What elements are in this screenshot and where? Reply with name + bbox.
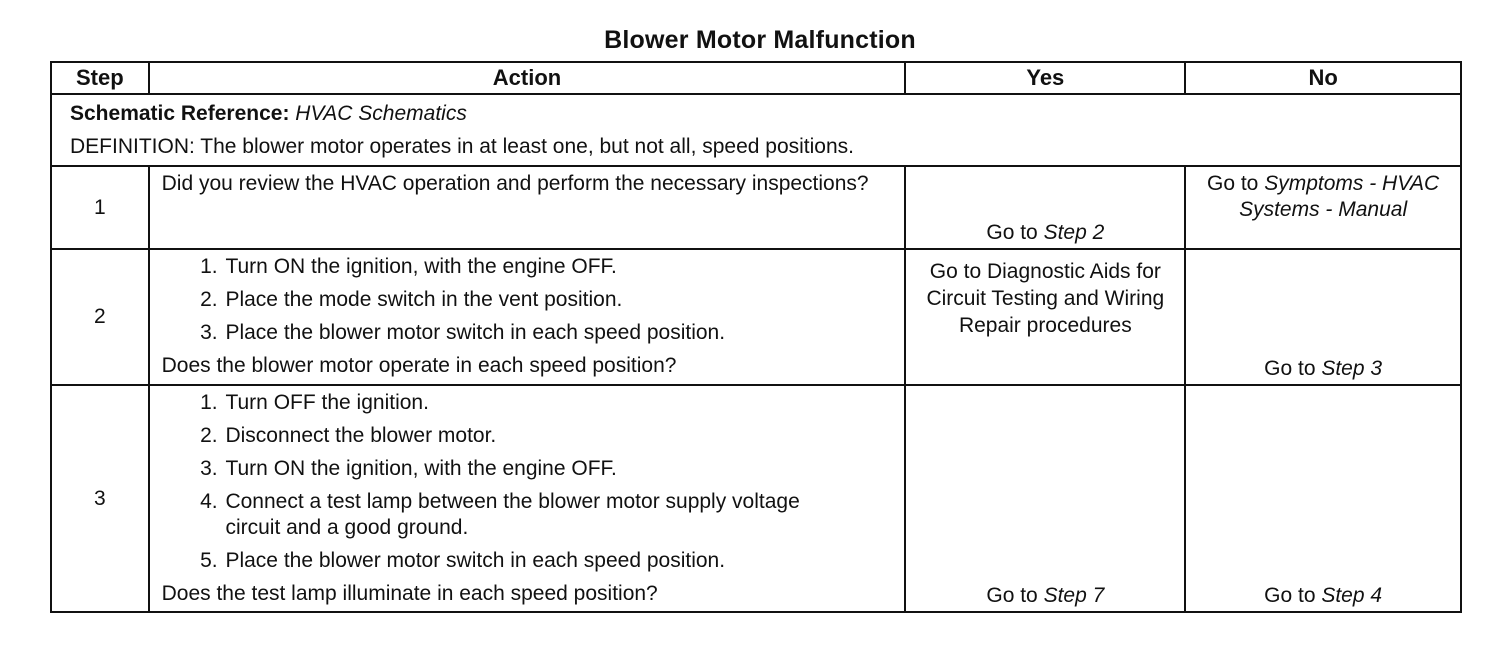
header-yes: Yes [905, 62, 1185, 94]
step-number: 2 [51, 249, 149, 385]
list-item: 1. Turn ON the ignition, with the engine OFF. [200, 255, 617, 278]
step-instructions [162, 254, 893, 346]
schematic-reference [70, 97, 1460, 130]
step-number: 3 [51, 385, 149, 612]
header-step: Step [51, 62, 149, 94]
yes-result [905, 385, 1185, 612]
no-prefix: Go to [1206, 172, 1265, 195]
no-result [1185, 249, 1461, 385]
no-prefix: Go to [1264, 584, 1322, 607]
yes-result[interactable]: Go to Diagnostic Aids for Circuit Testing and Wiring Repair procedures [905, 249, 1185, 385]
step-action [149, 166, 906, 249]
step-number: 1 [51, 166, 149, 249]
no-link[interactable]: Step 3 [1321, 357, 1383, 380]
schematic-label: Schematic Reference: [70, 102, 290, 125]
list-item: 2. Disconnect the blower motor. [200, 424, 497, 447]
definition-text: DEFINITION: The blower motor operates in at least one, but not all, speed positions. [70, 135, 855, 158]
page-title: Blower Motor Malfunction [604, 26, 916, 54]
table-row [51, 166, 1461, 249]
schematic-link[interactable]: HVAC Schematics [295, 102, 467, 125]
step-question: Did you review the HVAC operation and perform the necessary inspections? [161, 172, 869, 195]
step-action [149, 385, 906, 612]
yes-result [905, 166, 1185, 249]
no-link[interactable]: Symptoms - HVAC Systems - Manual [1239, 172, 1440, 221]
header-no: No [1185, 62, 1461, 94]
yes-prefix: Go to [986, 584, 1044, 607]
yes-link[interactable]: Step 7 [1043, 584, 1105, 607]
step-question: Does the test lamp illuminate in each speed position? [161, 582, 658, 605]
step-question: Does the blower motor operate in each speed position? [161, 354, 677, 377]
step-instructions [162, 390, 893, 574]
step-action [149, 249, 906, 385]
header-action: Action [149, 62, 906, 94]
reference-row [51, 94, 1461, 166]
list-item: 1. Turn OFF the ignition. [200, 391, 429, 414]
list-item: 3. Turn ON the ignition, with the engine OFF. [200, 457, 617, 480]
list-item: 4. Connect a test lamp between the blower motor supply voltage circuit and a good ground. [200, 490, 800, 539]
no-result [1185, 385, 1461, 612]
table-row [51, 385, 1461, 612]
list-item: 5. Place the blower motor switch in each speed position. [200, 549, 726, 572]
list-item: 2. Place the mode switch in the vent position. [200, 288, 623, 311]
table-row [51, 249, 1461, 385]
diagnostic-table [50, 61, 1462, 613]
yes-link[interactable]: Step 2 [1043, 221, 1105, 244]
no-prefix: Go to [1264, 357, 1322, 380]
yes-prefix: Go to [986, 221, 1044, 244]
no-link[interactable]: Step 4 [1321, 584, 1383, 607]
list-item: 3. Place the blower motor switch in each speed position. [200, 321, 726, 344]
header-row [51, 62, 1461, 94]
no-result [1185, 166, 1461, 249]
reference-cell [51, 94, 1461, 166]
